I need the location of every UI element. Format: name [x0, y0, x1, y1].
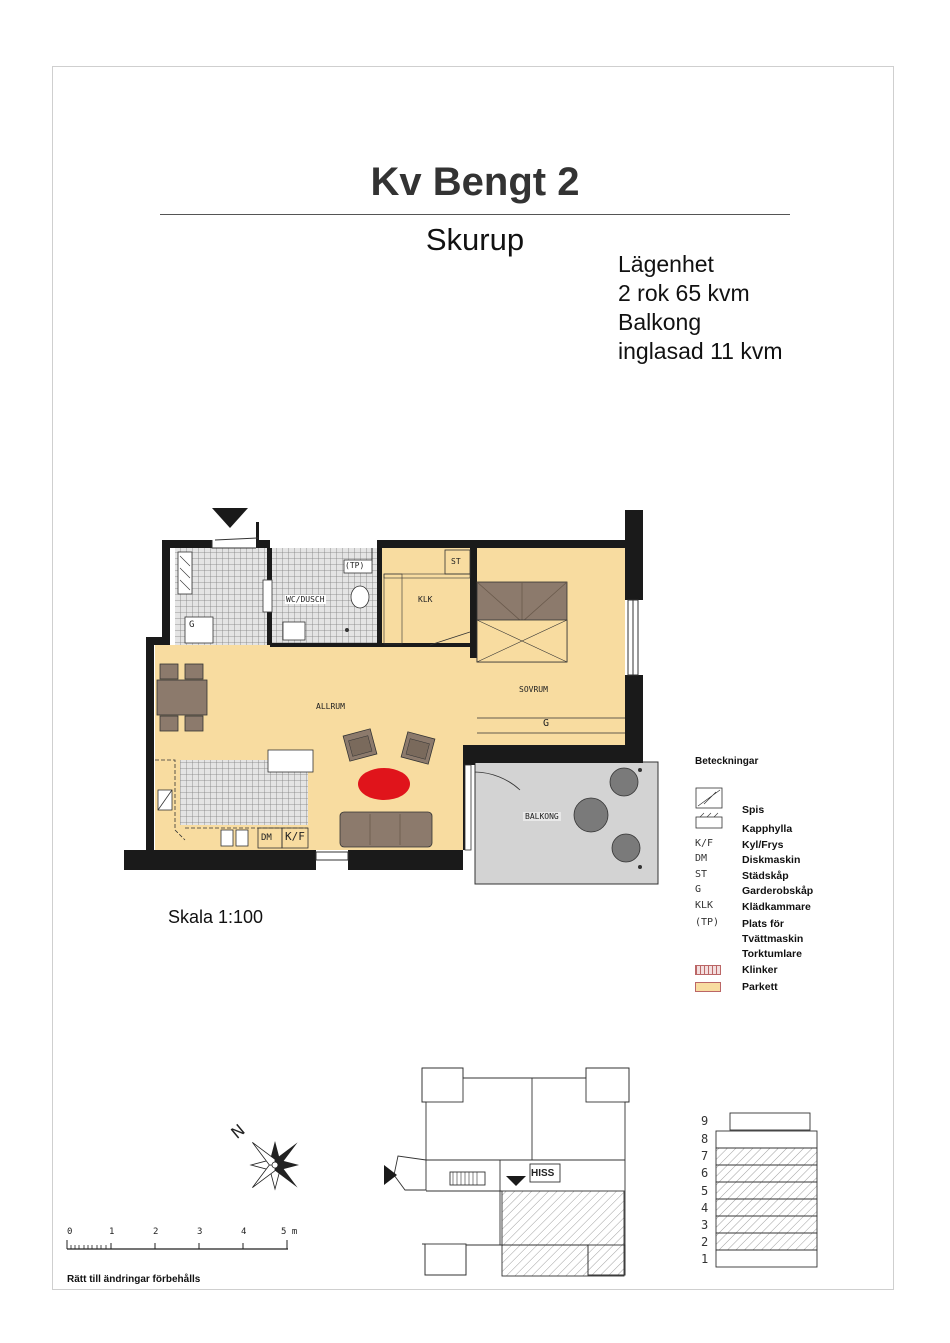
room-label-tp: (TP) — [345, 561, 365, 570]
legend-symbol: (TP) — [695, 917, 720, 928]
legend-label: Kyl/Frys — [742, 839, 784, 851]
scale-tick: 1 — [109, 1227, 115, 1237]
balcony-chair-bottom — [612, 834, 640, 862]
floor-stack — [716, 1113, 817, 1267]
legend-label: Plats för — [742, 918, 785, 930]
legend-label: Torktumlare — [742, 948, 802, 960]
scale-bar — [67, 1240, 288, 1249]
scale-tick: 2 — [153, 1227, 159, 1237]
sofa — [340, 812, 432, 847]
compass-north-label: N — [227, 1120, 249, 1143]
room-label-dm: DM — [261, 833, 272, 843]
legend-label: Klinker — [742, 964, 778, 976]
balcony-chair-top — [610, 768, 638, 796]
legend-symbol: ST — [695, 869, 708, 880]
floor-number: 8 — [701, 1132, 709, 1146]
legend-label: Spis — [742, 804, 765, 816]
entrance-arrow-icon — [212, 508, 248, 528]
info-line-glazed: inglasad 11 kvm — [618, 338, 783, 364]
rug — [358, 768, 410, 800]
legend-label: Städskåp — [742, 870, 789, 882]
info-line-balcony: Balkong — [618, 309, 702, 335]
floor-number: 7 — [701, 1149, 709, 1163]
scale-tick: 5 m — [281, 1227, 298, 1237]
legend-symbol: K/F — [695, 838, 714, 849]
legend-label: Garderobskåp — [742, 885, 814, 897]
site-apartment-arrow-icon — [506, 1176, 526, 1186]
siteplan-hiss-label: HISS — [531, 1168, 555, 1179]
legend-coat-rack-icon — [696, 817, 722, 828]
page-title: Kv Bengt 2 — [370, 160, 580, 204]
legend-parkett-swatch — [695, 982, 721, 992]
floor-number: 4 — [701, 1201, 709, 1215]
room-label-klk: KLK — [418, 595, 433, 604]
dining-table — [157, 680, 207, 715]
footer-note: Rätt till ändringar förbehålls — [67, 1274, 201, 1285]
floor-number: 1 — [701, 1252, 709, 1266]
floor-number: 5 — [701, 1184, 709, 1198]
floor-number: 6 — [701, 1166, 709, 1180]
sink-icon — [283, 622, 305, 640]
scale-label: Skala 1:100 — [168, 907, 264, 927]
room-label-wc: WC/DUSCH — [286, 595, 325, 604]
legend-label: Tvättmaskin — [742, 933, 804, 945]
kitchen-island — [268, 750, 313, 772]
room-label-hall-g: G — [189, 620, 195, 630]
info-line-type: Lägenhet — [618, 251, 714, 277]
legend-label: Diskmaskin — [742, 854, 801, 866]
legend-label: Parkett — [742, 981, 778, 993]
floor-number: 3 — [701, 1218, 709, 1232]
room-label-sovrum: SOVRUM — [519, 685, 548, 694]
legend-title: Beteckningar — [695, 756, 759, 767]
floor-number: 9 — [701, 1114, 709, 1128]
legend-symbol: KLK — [695, 900, 714, 911]
toilet-icon — [351, 586, 369, 608]
scale-tick: 3 — [197, 1227, 203, 1237]
balcony-table — [574, 798, 608, 832]
info-line-size: 2 rok 65 kvm — [618, 280, 750, 306]
site-plan — [394, 1068, 629, 1276]
legend-symbol: DM — [695, 853, 708, 864]
legend-label: Klädkammare — [742, 901, 811, 913]
room-label-allrum: ALLRUM — [316, 702, 345, 711]
page-subtitle: Skurup — [425, 222, 525, 257]
floor-number: 2 — [701, 1235, 709, 1249]
room-label-kf: K/F — [285, 830, 305, 843]
room-label-sovrum-g: G — [543, 718, 550, 729]
legend-klinker-swatch — [695, 965, 721, 975]
legend-label: Kapphylla — [742, 823, 793, 835]
room-label-st: ST — [451, 557, 461, 566]
legend-symbol: G — [695, 884, 702, 895]
scale-tick: 4 — [241, 1227, 247, 1237]
scale-tick: 0 — [67, 1227, 73, 1237]
room-label-balkong: BALKONG — [525, 812, 559, 821]
